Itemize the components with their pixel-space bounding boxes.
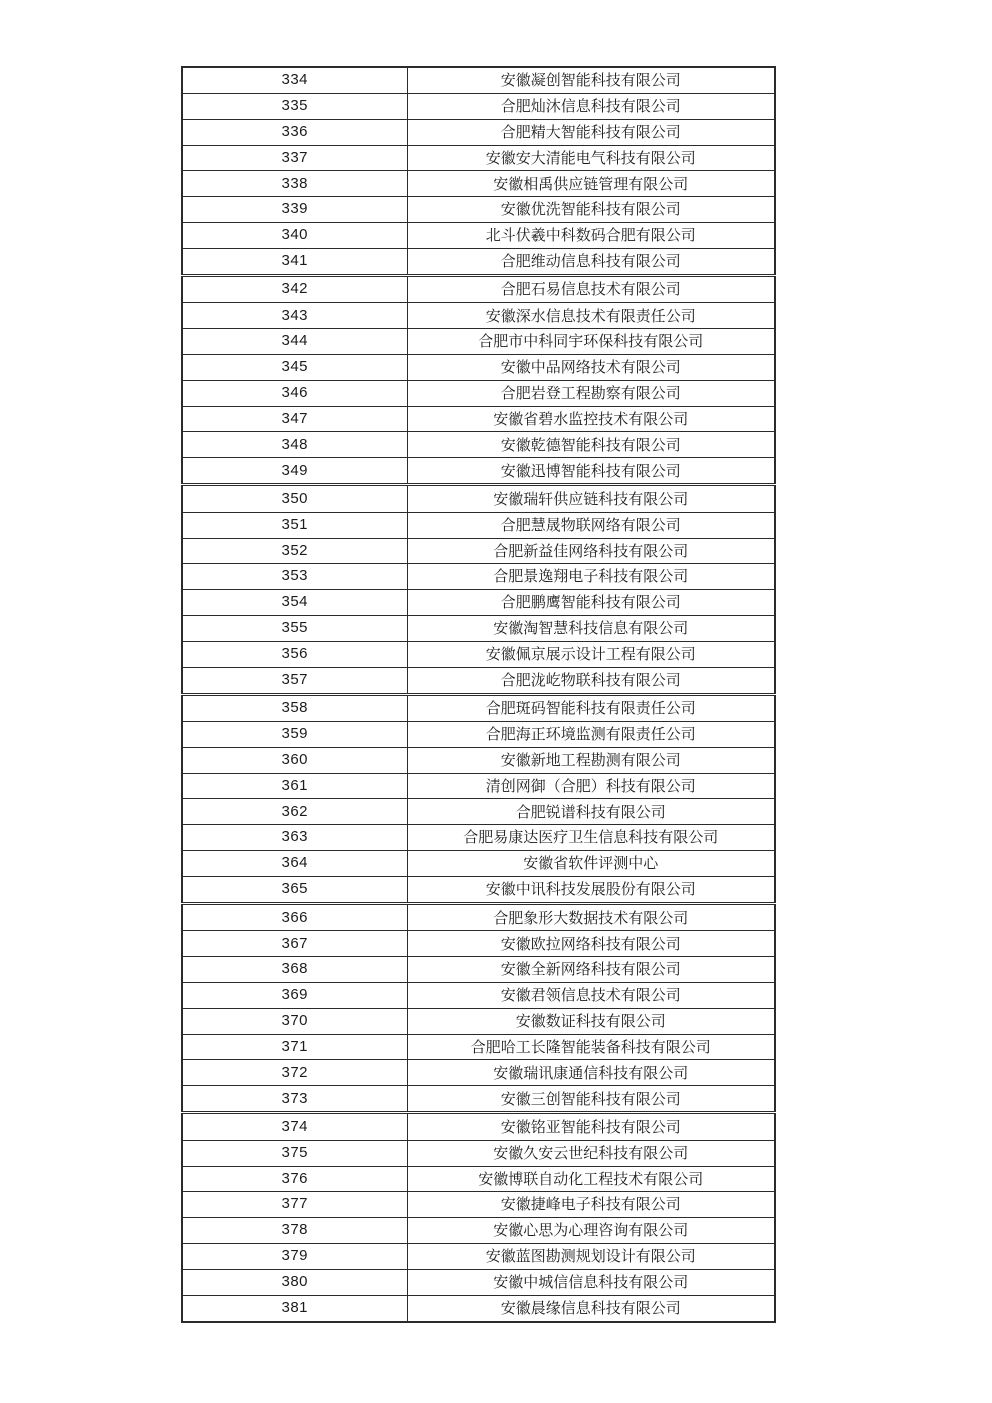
company-list-table	[181, 66, 776, 1323]
company-name-cell: 合肥泷屹物联科技有限公司	[407, 667, 775, 694]
row-index-cell: 366	[182, 904, 407, 931]
company-name-cell: 合肥哈工长隆智能装备科技有限公司	[407, 1034, 775, 1060]
company-name-cell: 安徽深水信息技术有限责任公司	[407, 303, 775, 329]
company-name-cell: 安徽瑞轩供应链科技有限公司	[407, 485, 775, 512]
row-index-cell: 358	[182, 694, 407, 721]
company-name-cell: 安徽数证科技有限公司	[407, 1008, 775, 1034]
company-name-cell: 安徽博联自动化工程技术有限公司	[407, 1166, 775, 1192]
company-name-cell: 安徽全新网络科技有限公司	[407, 957, 775, 983]
table-row	[182, 957, 775, 983]
row-index-cell: 381	[182, 1295, 407, 1322]
company-name-cell: 合肥市中科同宇环保科技有限公司	[407, 329, 775, 355]
company-name-cell: 安徽三创智能科技有限公司	[407, 1086, 775, 1113]
table-row	[182, 1008, 775, 1034]
row-index-cell: 376	[182, 1166, 407, 1192]
row-index-cell: 375	[182, 1140, 407, 1166]
company-name-cell: 北斗伏羲中科数码合肥有限公司	[407, 223, 775, 249]
table-row	[182, 512, 775, 538]
row-index-cell: 354	[182, 590, 407, 616]
row-index-cell: 357	[182, 667, 407, 694]
company-name-cell: 安徽安大清能电气科技有限公司	[407, 145, 775, 171]
company-name-cell: 安徽凝创智能科技有限公司	[407, 67, 775, 94]
company-name-cell: 安徽铭亚智能科技有限公司	[407, 1113, 775, 1140]
table-row	[182, 1243, 775, 1269]
company-name-cell: 安徽晨缘信息科技有限公司	[407, 1295, 775, 1322]
row-index-cell: 372	[182, 1060, 407, 1086]
company-name-cell: 合肥新益佳网络科技有限公司	[407, 538, 775, 564]
row-index-cell: 344	[182, 329, 407, 355]
table-row	[182, 564, 775, 590]
table-row	[182, 94, 775, 120]
row-index-cell: 365	[182, 876, 407, 903]
row-index-cell: 379	[182, 1243, 407, 1269]
row-index-cell: 341	[182, 248, 407, 275]
company-name-cell: 安徽佩京展示设计工程有限公司	[407, 641, 775, 667]
table-row	[182, 983, 775, 1009]
row-index-cell: 345	[182, 354, 407, 380]
row-index-cell: 374	[182, 1113, 407, 1140]
table-row	[182, 1269, 775, 1295]
table-row	[182, 432, 775, 458]
table-row	[182, 799, 775, 825]
company-name-cell: 安徽中讯科技发展股份有限公司	[407, 876, 775, 903]
row-index-cell: 373	[182, 1086, 407, 1113]
row-index-cell: 380	[182, 1269, 407, 1295]
company-name-cell: 安徽优洗智能科技有限公司	[407, 197, 775, 223]
row-index-cell: 342	[182, 276, 407, 303]
company-name-cell: 合肥精大智能科技有限公司	[407, 119, 775, 145]
table-row	[182, 1295, 775, 1322]
table-row	[182, 641, 775, 667]
table-row	[182, 1113, 775, 1140]
row-index-cell: 356	[182, 641, 407, 667]
row-index-cell: 343	[182, 303, 407, 329]
table-row	[182, 747, 775, 773]
table-row	[182, 1192, 775, 1218]
row-index-cell: 378	[182, 1218, 407, 1244]
company-name-cell: 安徽中城信信息科技有限公司	[407, 1269, 775, 1295]
table-row	[182, 197, 775, 223]
company-name-cell: 合肥海正环境监测有限责任公司	[407, 722, 775, 748]
row-index-cell: 371	[182, 1034, 407, 1060]
table-row	[182, 223, 775, 249]
row-index-cell: 364	[182, 851, 407, 877]
row-index-cell: 350	[182, 485, 407, 512]
table-row	[182, 485, 775, 512]
row-index-cell: 336	[182, 119, 407, 145]
row-index-cell: 351	[182, 512, 407, 538]
row-index-cell: 339	[182, 197, 407, 223]
table-row	[182, 590, 775, 616]
company-name-cell: 安徽久安云世纪科技有限公司	[407, 1140, 775, 1166]
table-row	[182, 119, 775, 145]
company-name-cell: 清创网御（合肥）科技有限公司	[407, 773, 775, 799]
company-name-cell: 合肥灿沐信息科技有限公司	[407, 94, 775, 120]
row-index-cell: 361	[182, 773, 407, 799]
table-row	[182, 615, 775, 641]
company-name-cell: 安徽迅博智能科技有限公司	[407, 458, 775, 485]
table-row	[182, 1140, 775, 1166]
company-name-cell: 合肥岩登工程勘察有限公司	[407, 380, 775, 406]
row-index-cell: 362	[182, 799, 407, 825]
table-row	[182, 1218, 775, 1244]
row-index-cell: 334	[182, 67, 407, 94]
company-name-cell: 安徽蓝图勘测规划设计有限公司	[407, 1243, 775, 1269]
company-name-cell: 合肥慧晟物联网络有限公司	[407, 512, 775, 538]
table-row	[182, 694, 775, 721]
row-index-cell: 338	[182, 171, 407, 197]
table-row	[182, 722, 775, 748]
company-table-body	[182, 67, 775, 1322]
company-name-cell: 合肥象形大数据技术有限公司	[407, 904, 775, 931]
row-index-cell: 367	[182, 931, 407, 957]
company-name-cell: 安徽新地工程勘测有限公司	[407, 747, 775, 773]
row-index-cell: 368	[182, 957, 407, 983]
company-name-cell: 合肥易康达医疗卫生信息科技有限公司	[407, 825, 775, 851]
table-row	[182, 538, 775, 564]
table-row	[182, 171, 775, 197]
table-row	[182, 825, 775, 851]
row-index-cell: 348	[182, 432, 407, 458]
company-name-cell: 安徽乾德智能科技有限公司	[407, 432, 775, 458]
table-row	[182, 1060, 775, 1086]
row-index-cell: 377	[182, 1192, 407, 1218]
company-name-cell: 合肥鹏鹰智能科技有限公司	[407, 590, 775, 616]
row-index-cell: 352	[182, 538, 407, 564]
company-name-cell: 合肥石易信息技术有限公司	[407, 276, 775, 303]
company-name-cell: 安徽省软件评测中心	[407, 851, 775, 877]
row-index-cell: 360	[182, 747, 407, 773]
company-name-cell: 安徽心思为心理咨询有限公司	[407, 1218, 775, 1244]
table-row	[182, 876, 775, 903]
table-row	[182, 1166, 775, 1192]
row-index-cell: 335	[182, 94, 407, 120]
company-name-cell: 合肥斑码智能科技有限责任公司	[407, 694, 775, 721]
company-name-cell: 安徽瑞讯康通信科技有限公司	[407, 1060, 775, 1086]
table-row	[182, 276, 775, 303]
table-row	[182, 329, 775, 355]
table-row	[182, 67, 775, 94]
table-row	[182, 354, 775, 380]
table-row	[182, 145, 775, 171]
table-row	[182, 1086, 775, 1113]
row-index-cell: 370	[182, 1008, 407, 1034]
company-name-cell: 安徽淘智慧科技信息有限公司	[407, 615, 775, 641]
company-name-cell: 合肥景逸翔电子科技有限公司	[407, 564, 775, 590]
company-name-cell: 安徽君领信息技术有限公司	[407, 983, 775, 1009]
row-index-cell: 337	[182, 145, 407, 171]
row-index-cell: 369	[182, 983, 407, 1009]
table-row	[182, 904, 775, 931]
row-index-cell: 359	[182, 722, 407, 748]
row-index-cell: 347	[182, 406, 407, 432]
row-index-cell: 346	[182, 380, 407, 406]
row-index-cell: 349	[182, 458, 407, 485]
table-row	[182, 303, 775, 329]
company-name-cell: 安徽省碧水监控技术有限公司	[407, 406, 775, 432]
row-index-cell: 363	[182, 825, 407, 851]
company-name-cell: 安徽中品网络技术有限公司	[407, 354, 775, 380]
table-row	[182, 458, 775, 485]
table-row	[182, 773, 775, 799]
table-row	[182, 380, 775, 406]
table-row	[182, 667, 775, 694]
company-name-cell: 安徽捷峰电子科技有限公司	[407, 1192, 775, 1218]
company-name-cell: 合肥锐谱科技有限公司	[407, 799, 775, 825]
table-row	[182, 406, 775, 432]
row-index-cell: 353	[182, 564, 407, 590]
table-row	[182, 248, 775, 275]
company-name-cell: 安徽欧拉网络科技有限公司	[407, 931, 775, 957]
company-name-cell: 合肥维动信息科技有限公司	[407, 248, 775, 275]
row-index-cell: 340	[182, 223, 407, 249]
table-row	[182, 1034, 775, 1060]
table-row	[182, 851, 775, 877]
row-index-cell: 355	[182, 615, 407, 641]
table-row	[182, 931, 775, 957]
company-name-cell: 安徽相禹供应链管理有限公司	[407, 171, 775, 197]
